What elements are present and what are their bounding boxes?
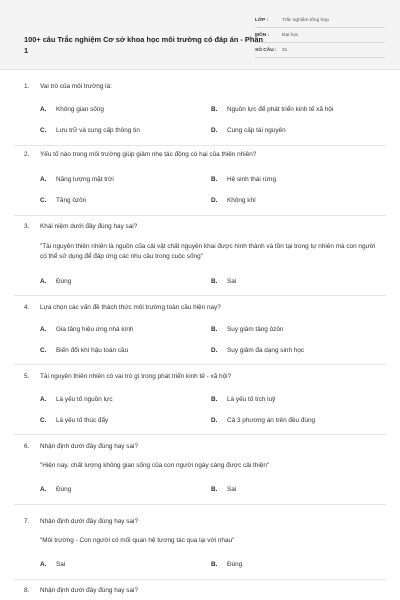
option-letter: B. (211, 278, 218, 285)
option-letter: A. (40, 106, 47, 113)
document-meta (255, 13, 385, 58)
meta-value: Trắc nghiệm tổng hợp (282, 17, 329, 23)
option-text: Không gian sống (56, 106, 104, 113)
question-text: Tài nguyên thiên nhiên có vai trò gì trong phát triển kinh tế - xã hội? (40, 373, 232, 380)
question-line (24, 443, 138, 450)
option-letter: C. (40, 347, 47, 354)
question-item (0, 365, 400, 435)
question-item (0, 296, 400, 364)
answer-option[interactable] (211, 176, 276, 183)
option-letter: B. (211, 326, 218, 333)
question-text: Nhận định dưới đây đúng hay sai? (40, 518, 139, 525)
meta-row-count (255, 43, 385, 58)
question-line (24, 373, 231, 380)
meta-value: Đại học (282, 32, 299, 38)
document-header (0, 0, 400, 70)
document-title: 100+ câu Trắc nghiệm Cơ sở khoa học môi trường có đáp án - Phần 1 (24, 35, 263, 55)
option-text: Đúng (56, 278, 72, 285)
question-item (0, 70, 400, 145)
question-item (0, 580, 400, 600)
option-letter: C. (40, 197, 47, 204)
option-letter: D. (211, 417, 218, 424)
answer-option[interactable] (40, 396, 113, 403)
option-letter: A. (40, 326, 47, 333)
option-text: Là yếu tố nguồn lực (56, 396, 113, 403)
option-letter: B. (211, 561, 218, 568)
option-text: Tầng ôzôn (56, 197, 87, 204)
question-number: 3. (24, 223, 30, 230)
answer-option[interactable] (40, 326, 133, 333)
meta-row-subject (255, 28, 385, 43)
option-text: Cung cấp tài nguyên (227, 127, 286, 134)
answer-option[interactable] (40, 417, 108, 424)
question-quote: "Tài nguyên thiên nhiên là nguồn của cải vật chất nguyên khai được hình thành và tồn tại trong tự nhiên mà con người có thể sử dụng để đáp ứng các nhu cầu trong cuộc sống" (40, 243, 376, 260)
question-text: Khái niệm dưới đây đúng hay sai? (40, 223, 138, 230)
question-text: Vai trò của môi trường là: (40, 83, 112, 90)
option-text: Biến đổi khí hậu toàn cầu (56, 347, 129, 354)
answer-option[interactable] (211, 127, 286, 134)
option-text: Sai (227, 486, 237, 493)
question-item (0, 435, 400, 505)
answer-option[interactable] (40, 561, 65, 568)
option-text: Sai (227, 278, 237, 285)
answer-option[interactable] (211, 417, 315, 424)
question-line (24, 151, 256, 158)
meta-row-class (255, 13, 385, 28)
question-quote: "Hiện nay, chất lượng không gian sống của con người ngày càng được cải thiện" (40, 462, 270, 469)
option-text: Suy giảm đa dạng sinh học (227, 347, 305, 354)
option-letter: C. (40, 127, 47, 134)
question-text: Yếu tố nào trong môi trường giúp giảm nhẹ tác động có hại của thiên nhiên? (40, 151, 257, 158)
option-text: Không khí (227, 197, 256, 204)
question-item (0, 216, 400, 295)
meta-label: LỚP : (255, 17, 269, 23)
option-text: Lưu trữ và cung cấp thông tin (56, 127, 140, 134)
option-letter: B. (211, 486, 218, 493)
answer-option[interactable] (211, 278, 236, 285)
question-number: 8. (24, 587, 30, 594)
question-line (24, 223, 137, 230)
question-text: Lựa chọn các vấn đề thách thức môi trường toàn cầu hiện nay? (40, 304, 221, 311)
question-text: Nhận định dưới đây đúng hay sai? (40, 443, 139, 450)
option-letter: A. (40, 561, 47, 568)
option-letter: D. (211, 127, 218, 134)
option-text: Đúng (56, 486, 72, 493)
option-letter: A. (40, 278, 47, 285)
answer-option[interactable] (40, 197, 86, 204)
answer-option[interactable] (211, 197, 256, 204)
option-letter: C. (40, 417, 47, 424)
answer-option[interactable] (211, 347, 304, 354)
question-item (0, 146, 400, 221)
option-letter: D. (211, 197, 218, 204)
option-letter: A. (40, 176, 47, 183)
option-text: Gia tăng hiệu ứng nhà kính (56, 326, 134, 333)
answer-option[interactable] (40, 278, 71, 285)
question-line (24, 587, 138, 594)
answer-option[interactable] (211, 561, 242, 568)
question-number: 6. (24, 443, 30, 450)
option-letter: A. (40, 486, 47, 493)
option-text: Sai (56, 561, 66, 568)
question-line (24, 304, 221, 311)
meta-label: SỐ CÂU : (255, 47, 277, 53)
option-letter: B. (211, 396, 218, 403)
question-number: 5. (24, 373, 30, 380)
option-letter: B. (211, 176, 218, 183)
option-text: Cả 3 phương án trên đều đúng (227, 417, 316, 424)
answer-option[interactable] (211, 396, 275, 403)
question-number: 4. (24, 304, 30, 311)
answer-option[interactable] (211, 486, 236, 493)
question-number: 2. (24, 151, 30, 158)
question-item (0, 505, 400, 575)
question-line (24, 83, 112, 90)
answer-option[interactable] (211, 106, 333, 113)
option-letter: D. (211, 347, 218, 354)
answer-option[interactable] (40, 347, 128, 354)
question-line (24, 518, 138, 525)
option-text: Đúng (227, 561, 243, 568)
option-text: Suy giảm tầng ôzôn (227, 326, 284, 333)
answer-option[interactable] (40, 127, 140, 134)
option-text: Là yếu tố tích luỹ (227, 396, 276, 403)
answer-option[interactable] (40, 106, 104, 113)
meta-label: MÔN : (255, 32, 270, 38)
option-text: Nguồn lực để phát triển kinh tế xã hội (227, 106, 334, 113)
option-text: Hệ sinh thái rừng (227, 176, 277, 183)
answer-option[interactable] (40, 486, 71, 493)
question-quote: "Môi trường - Con người có mối quan hệ tương tác qua lại với nhau" (40, 537, 235, 544)
option-letter: B. (211, 106, 218, 113)
option-letter: A. (40, 396, 47, 403)
meta-value: 31 (282, 47, 288, 53)
answer-option[interactable] (211, 326, 284, 333)
question-text: Nhận định dưới đây đúng hay sai? (40, 587, 139, 594)
question-number: 1. (24, 83, 30, 90)
answer-option[interactable] (40, 176, 114, 183)
question-number: 7. (24, 518, 30, 525)
option-text: Năng lượng mặt trời (56, 176, 114, 183)
option-text: Là yếu tố thúc đẩy (56, 417, 109, 424)
